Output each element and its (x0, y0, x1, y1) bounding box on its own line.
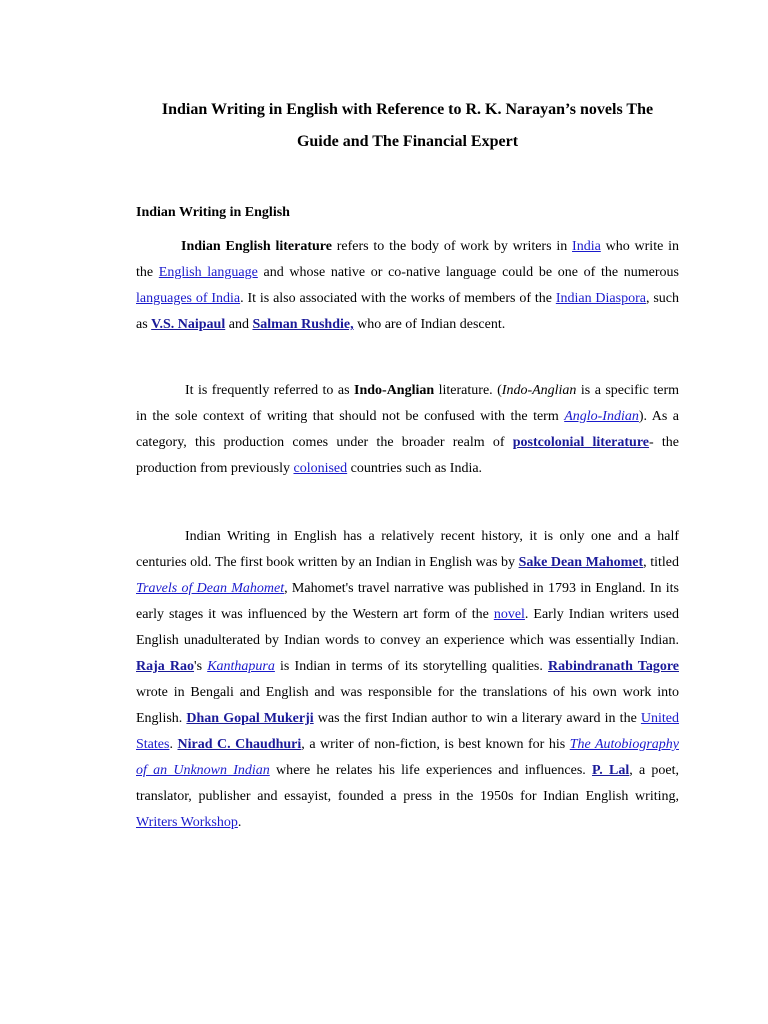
section-heading: Indian Writing in English (136, 205, 290, 220)
link-raja-rao[interactable]: Raja Rao (136, 659, 195, 674)
link-postcolonial-literature[interactable]: postcolonial literature (512, 435, 650, 450)
link-anglo-indian[interactable]: Anglo-Indian (564, 409, 639, 424)
link-indian-diaspora[interactable]: Indian Diaspora (555, 291, 646, 306)
link-travels-of-dean-mahomet[interactable]: Travels of Dean Mahomet (136, 581, 285, 596)
p1-text-6: , such as (136, 291, 679, 332)
link-sake-dean-mahomet[interactable]: Sake Dean Mahomet (518, 555, 644, 570)
link-rabindranath-tagore[interactable]: Rabindranath Tagore (548, 659, 679, 674)
p3-text-5: 's (194, 659, 208, 674)
p3-text-1: Indian Writing in English has a relatively recent history, it is only one and a half centuries old. The first book written by an Indian in English was by (136, 529, 679, 570)
p3-text-13: . (237, 815, 242, 830)
link-india[interactable]: India (572, 239, 601, 254)
paragraph-2 (136, 378, 679, 482)
p3-text-9: . (169, 737, 178, 752)
p2-text-8: countries such as India. (347, 461, 483, 476)
link-vs-naipaul[interactable]: V.S. Naipaul (151, 317, 226, 332)
term-indo-anglian: Indo-Anglian (354, 383, 435, 398)
p1-text-7: and (225, 317, 253, 332)
title-line-1: Indian Writing in English with Reference to R. K. Narayan’s novels The (161, 101, 654, 118)
link-novel[interactable]: novel (493, 607, 525, 622)
p3-text-8: was the first Indian author to win a literary award in the (313, 711, 641, 726)
p2-text-3: literature. ( (434, 383, 502, 398)
p2-text-1: It is frequently referred to as (185, 383, 355, 398)
p1-text-2: refers to the body of work by writers in (331, 239, 573, 254)
p1-text-8: who are of Indian descent. (353, 317, 506, 332)
p3-text-11: where he relates his life experiences and influences. (269, 763, 592, 778)
p3-text-12: , a poet, translator, publisher and essayist, founded a press in the 1950s for Indian English writing, (136, 763, 679, 804)
term-indian-english-literature: Indian English literature (181, 239, 332, 254)
link-colonised[interactable]: colonised (293, 461, 348, 476)
p3-text-2: , titled (643, 555, 680, 570)
p2-text-6: ). As a category, this production comes under the broader realm of (136, 409, 679, 450)
p1-text-4: and whose native or co-native language could be one of the numerous (257, 265, 680, 280)
p3-text-10: , a writer of non-fiction, is best known for his (301, 737, 570, 752)
link-dhan-gopal-mukerji[interactable]: Dhan Gopal Mukerji (186, 711, 314, 726)
p3-text-4: . Early Indian writers used English unadulterated by Indian words to convey an experience which was essentially Indian. (136, 607, 679, 648)
document-title (136, 94, 679, 158)
link-kanthapura[interactable]: Kanthapura (207, 659, 275, 674)
p1-text-5: . It is also associated with the works of members of the (240, 291, 556, 306)
p3-text-3: , Mahomet's travel narrative was published in 1793 in England. In its early stages it was influenced by the Western art form of the (136, 581, 679, 622)
p3-text-7: wrote in Bengali and English and was responsible for the translations of his own work into English. (136, 685, 679, 726)
p2-text-5: is a specific term in the sole context of writing that should not be confused with the term (136, 383, 680, 424)
link-languages-of-india[interactable]: languages of India (136, 291, 241, 306)
paragraph-3 (136, 524, 679, 836)
p3-text-6: is Indian in terms of its storytelling qualities. (274, 659, 549, 674)
link-salman-rushdie[interactable]: Salman Rushdie, (252, 317, 354, 332)
link-united-states[interactable]: United States (136, 711, 680, 752)
link-p-lal[interactable]: P. Lal (592, 763, 630, 778)
link-writers-workshop[interactable]: Writers Workshop (136, 815, 238, 830)
link-english-language[interactable]: English language (158, 265, 258, 280)
paragraph-1 (136, 234, 679, 338)
link-nirad-c-chaudhuri[interactable]: Nirad C. Chaudhuri (177, 737, 302, 752)
p1-text-3: who write in the (136, 239, 679, 280)
term-indo-anglian-italic: Indo-Anglian (501, 383, 577, 398)
title-line-2: Guide and The Financial Expert (296, 133, 519, 150)
p2-text-7: - the production from previously (136, 435, 680, 476)
link-autobiography-unknown-indian[interactable]: The Autobiography of an Unknown Indian (136, 737, 679, 778)
